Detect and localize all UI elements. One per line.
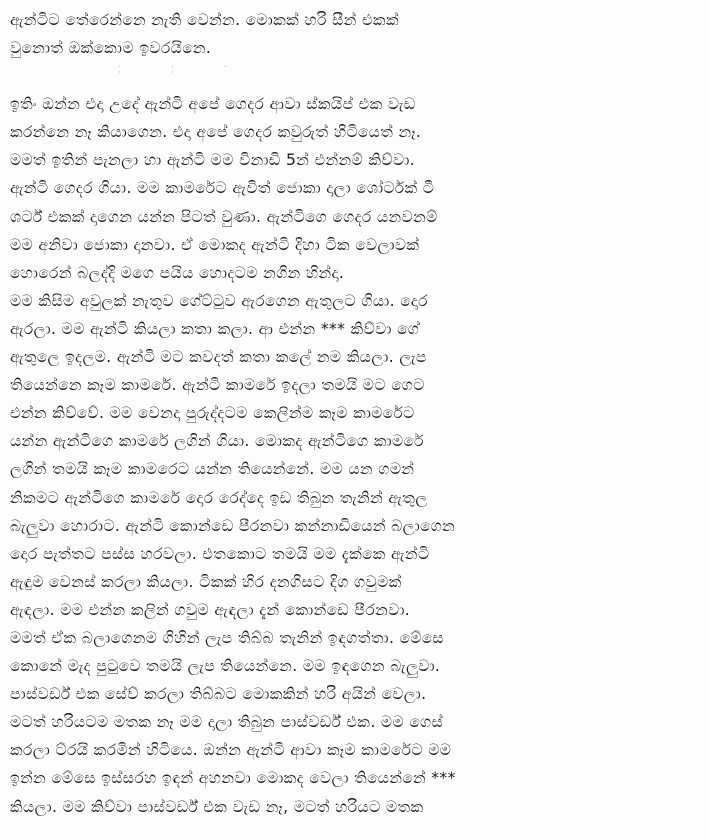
stray-marks: · · · · · <box>118 62 251 77</box>
paragraph-2 <box>10 90 700 820</box>
text-line: කරන්නෙ නෑ කියාගෙන. එදා අපේ ගෙදර කවුරුත් හිටියෙත් නෑ. <box>10 123 422 142</box>
text-line: මම කිසිම අවුලක් නැතුව ගේට්ටුව ඇරගෙන ඇතුලට ගියා. දොර <box>10 291 428 310</box>
text-line: ලගින් තමයි කෑම කාමරෙට යන්න තියෙන්නේ. මම යන ගමන් <box>10 460 415 479</box>
text-line: බැලුවා හොරාට. ඇන්ටි කොන්ඩෙ පීරනවා කන්නාඩියෙන් බලාගෙන <box>10 516 456 535</box>
text-line: කොනේ මැද පුටුවෙ තමයි ලැප තියෙන්නෙ. මම ඉඳගෙන බැලුවා. <box>10 657 441 676</box>
text-line: මමත් ඉතින් පැනලා හා ඇන්ටි මම විනාඩි 5න් එන්නම් කිව්වා. <box>10 151 415 170</box>
text-line: මම අනිවා ජොකා දානවා. ඒ මොකද ඇන්ටි දිහා ටික වෙලාවක් <box>10 235 420 254</box>
text-line: කරලා ට්රයි කරමින් හිටියෙ. ඔන්න ඇන්ටි ආවා කෑම කාමරේට මම <box>10 741 452 760</box>
paragraph-gap <box>10 62 700 90</box>
text-line: ඇන්ටි ගෙදර ගියා. මම කාමරේට ඇවිත් ජොකා දාලා ශෝර්ටක් ටී <box>10 179 435 198</box>
text-line: වුනොත් ඔක්කොම ඉවරයිනෙ. <box>10 39 212 58</box>
text-line: ඇඳලා. මම එන්න කලින් ගවුම ඇඳලා දැන් කොන්ඩෙ පීරනවා. <box>10 600 411 619</box>
text-line: තියෙන්නෙ කෑම කාමරේ. ඇන්ටි කාමරේ ඉදලා තමයි මට ගෙට <box>10 376 425 395</box>
text-line: හොරෙන් බලද්දි මගෙ පයිය හොදටම නගින හින්දා. <box>10 263 345 282</box>
text-line: ඇන්ටිට තේරෙන්නෙ නැති වෙන්න. මොකක් හරි සීන් එකක් <box>10 11 399 29</box>
text-line: ශර්ට් එකක් දාගෙන යන්න පිටත් වුණා. ඇන්ටිගෙ ගෙදර යනවනම් <box>10 207 438 226</box>
text-line: ඉතිං ඔන්න එදා උදේ ඇන්ටි අපේ ගෙදර ආවා ස්කයිප් එක වැඩ <box>10 95 416 114</box>
text-line: නිකමට ඇන්ටිගෙ කාමරේ දොර රෙද්දෙ ඉඩ තිබුන තැනින් ඇතුල <box>10 488 428 507</box>
paragraph-1 <box>10 6 700 62</box>
text-line: මටත් හරියටම මතක නෑ මම දාලා තිබුන පාස්වර්ඩ් එක. මම ගෙස් <box>10 713 444 732</box>
text-line: ඇඳුම වෙනස් කරලා කියලා. ටිකක් හිර දනගිසට දිග ගවුමක් <box>10 572 402 591</box>
text-line: ඇතුලෙ ඉදලම. ඇන්ටි මට කවදත් කතා කලේ නම කියලා. ලැප <box>10 348 427 367</box>
text-line: කියලා. මම කිව්වා පාස්වර්ඩ් එක වැඩ නෑ, මටත් හරියට මතක <box>10 797 424 816</box>
text-line: පාස්වර්ඩ් එක සේව් කරලා තිබ්බට මොකකින් හරි අයින් වෙලා. <box>10 685 427 704</box>
text-line: යන්න ඇන්ටිගෙ කාමරේ ලගින් ගියා. මොකද ඇන්ටිගෙ කාමරේ <box>10 432 424 451</box>
text-line: ඇරලා. මම ඇන්ටි කියලා කතා කලා. ආ එන්න *** කිව්වා ගේ <box>10 319 420 338</box>
text-line: දොර පැත්තට පස්ස හරවලා. එතකොට තමයි මම දැක්කෙ ඇන්ටි <box>10 544 430 563</box>
text-line: එන්න කිව්වේ. මම වෙනදා පුරුද්දටම කෙලින්ම කෑම කාමරේට <box>10 404 415 423</box>
text-line: මමත් ඒක බලාගෙනම ගිහින් ලැප තිබ්බ තැනින් ඉඳගත්තා. මේසෙ <box>10 628 444 647</box>
text-line: ඉන්න මේසෙ ඉස්සරහ ඉඳන් අහනවා මොකද වෙලා තියෙන්නේ *** <box>10 769 456 788</box>
